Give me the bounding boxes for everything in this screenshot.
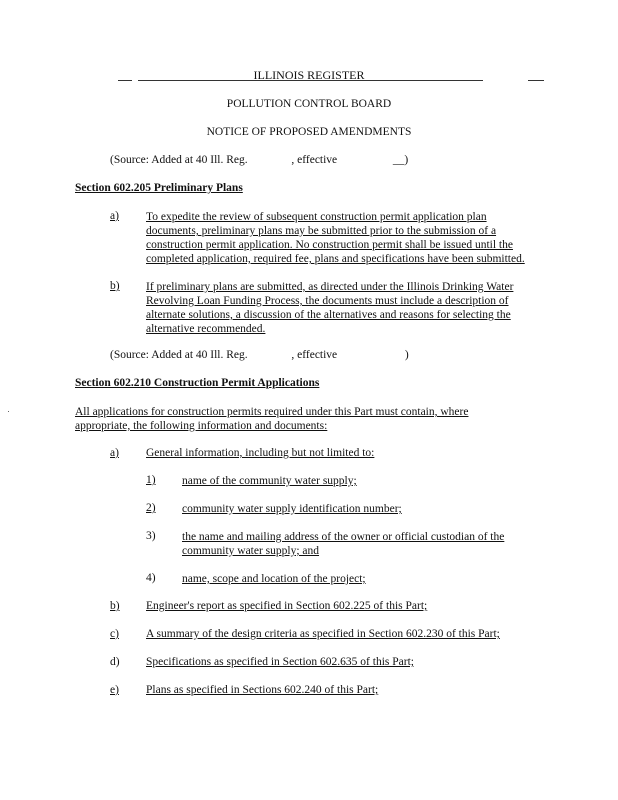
scan-speck bbox=[8, 411, 9, 412]
list-item-text: Specifications as specified in Section 602.635 of this Part; bbox=[146, 656, 414, 668]
paragraph-line: construction permit application. No construction permit shall be issued until the bbox=[146, 239, 513, 251]
paragraph-line: alternative recommended. bbox=[146, 323, 266, 335]
list-item-label: b) bbox=[110, 600, 120, 612]
sub-item-text bbox=[182, 502, 402, 516]
sub-item-label: 3) bbox=[146, 530, 156, 542]
paragraph-line: alternate solutions, a discussion of the alternatives and reasons for selecting the bbox=[146, 309, 511, 321]
list-item-label: d) bbox=[110, 656, 120, 668]
sub-item-line: community water supply identification number; bbox=[182, 503, 402, 515]
notice-title: NOTICE OF PROPOSED AMENDMENTS bbox=[206, 126, 412, 138]
list-item-label: a) bbox=[110, 447, 119, 459]
paragraph-line: All applications for construction permits required under this Part must contain, where bbox=[75, 406, 469, 418]
paragraph-line: If preliminary plans are submitted, as directed under the Illinois Drinking Water bbox=[146, 281, 514, 293]
list-item-text: Engineer's report as specified in Section 602.225 of this Part; bbox=[146, 600, 428, 612]
source-close: __) bbox=[392, 154, 409, 166]
sub-item-label: 1) bbox=[146, 474, 156, 486]
source-prefix: (Source: Added at 40 Ill. Reg. bbox=[110, 154, 248, 166]
board-name: POLLUTION CONTROL BOARD bbox=[226, 98, 392, 110]
source-effective: , effective bbox=[291, 154, 338, 166]
source-prefix: (Source: Added at 40 Ill. Reg. bbox=[110, 349, 248, 361]
intro-paragraph bbox=[75, 405, 468, 433]
list-item-text: Plans as specified in Sections 602.240 of this Part; bbox=[146, 684, 379, 696]
sub-item-line: name, scope and location of the project; bbox=[182, 573, 366, 585]
paragraph-b bbox=[146, 280, 513, 336]
item-label-a: a) bbox=[110, 210, 119, 222]
paragraph-line: completed application, required fee, plans and specifications have been submitted. bbox=[146, 253, 525, 265]
sub-item-line: name of the community water supply; bbox=[182, 475, 357, 487]
sub-item-text bbox=[182, 530, 504, 558]
paragraph-line: To expedite the review of subsequent construction permit application plan bbox=[146, 211, 487, 223]
sub-item-text bbox=[182, 474, 357, 488]
paragraph-line: documents, preliminary plans may be submitted prior to the submission of a bbox=[146, 225, 497, 237]
register-title: ILLINOIS REGISTER bbox=[253, 68, 365, 82]
paragraph-line: Revolving Loan Funding Process, the documents must include a description of bbox=[146, 295, 509, 307]
source-note bbox=[110, 349, 409, 361]
list-item-label: e) bbox=[110, 684, 119, 696]
source-close: ) bbox=[404, 349, 409, 361]
paragraph-a bbox=[146, 210, 525, 266]
list-item-text: General information, including but not limited to: bbox=[146, 447, 375, 459]
sub-item-text bbox=[182, 572, 366, 586]
list-item-label: c) bbox=[110, 628, 119, 640]
item-label-b: b) bbox=[110, 280, 120, 292]
sub-item-label: 2) bbox=[146, 502, 156, 514]
source-note bbox=[110, 154, 408, 166]
list-item-text: A summary of the design criteria as specified in Section 602.230 of this Part; bbox=[146, 628, 500, 640]
paragraph-line: appropriate, the following information and documents: bbox=[75, 420, 328, 432]
sub-item-line: community water supply; and bbox=[182, 545, 320, 557]
section-heading-602-210: Section 602.210 Construction Permit Applications bbox=[75, 377, 320, 389]
source-effective: , effective bbox=[291, 349, 338, 361]
sub-item-label: 4) bbox=[146, 572, 156, 584]
sub-item-line: the name and mailing address of the owner or official custodian of the bbox=[182, 531, 505, 543]
section-heading-602-205: Section 602.205 Preliminary Plans bbox=[75, 182, 243, 194]
